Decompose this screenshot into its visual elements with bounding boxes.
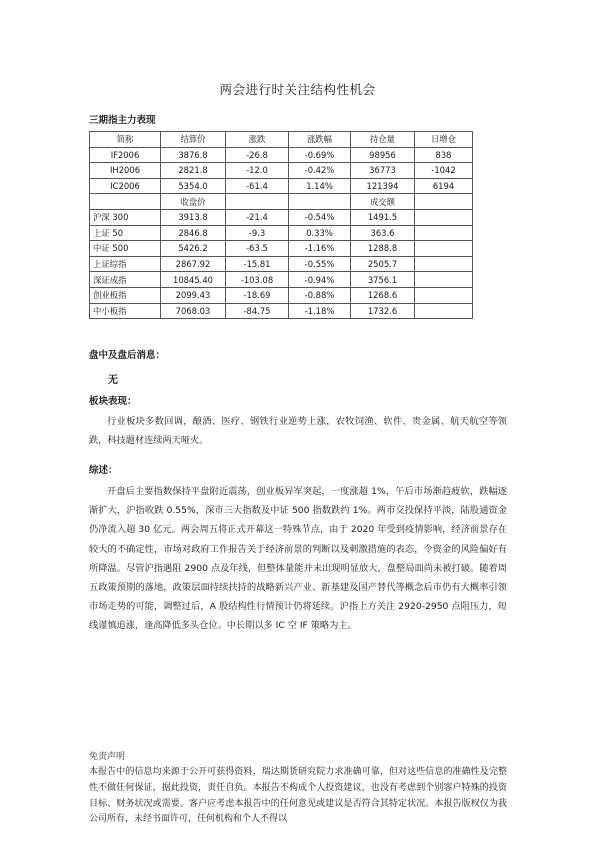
- table-cell: 3876.8: [161, 147, 226, 163]
- table-cell: -21.4: [226, 209, 289, 225]
- table-cell: -15.81: [226, 256, 289, 272]
- table-cell: [226, 194, 289, 210]
- table-cell: 121394: [351, 178, 415, 194]
- table-cell: -61.4: [226, 178, 289, 194]
- table-subheader-row: [90, 194, 473, 210]
- table-cell: 0.33%: [289, 225, 351, 241]
- table-cell: 涨跌幅: [289, 132, 351, 148]
- futures-index-table: [89, 131, 473, 319]
- disclaimer-paragraph: 本报告中的信息均来源于公开可获得资料，瑞达期货研究院力求准确可靠，但对这些信息的准确性及完整性不做任何保证，据此投资，责任自负。本报告不构成个人投资建议，也没有考虑到个别客户特殊的投资目标、财务状况或需要。客户应考虑本报告中的任何意见或建议是否符合其特定状况。本报告版权仅为我公司所有，未经书面许可，任何机构和个人不得以: [89, 767, 507, 825]
- table-cell: 10845.40: [161, 272, 226, 288]
- table-cell: -1.18%: [289, 303, 351, 319]
- table-cell: 1288.8: [351, 241, 415, 257]
- table-cell: 收盘价: [161, 194, 226, 210]
- table-cell: [289, 194, 351, 210]
- table-cell: -63.5: [226, 241, 289, 257]
- table-cell: 1491.5: [351, 209, 415, 225]
- page-title: 两会进行时关注结构性机会: [219, 82, 376, 97]
- table-cell: -0.42%: [289, 163, 351, 179]
- table-cell: 3913.8: [161, 209, 226, 225]
- table-cell: 2821.8: [161, 163, 226, 179]
- table-cell: 2505.7: [351, 256, 415, 272]
- table-cell: 2846.8: [161, 225, 226, 241]
- futures-row: [90, 147, 473, 163]
- table-cell: -0.94%: [289, 272, 351, 288]
- index-row: [90, 272, 473, 288]
- table-cell: 98956: [351, 147, 415, 163]
- table-cell: [415, 287, 473, 303]
- table-cell: 3756.1: [351, 272, 415, 288]
- table-cell: 日增仓: [415, 132, 473, 148]
- index-row: [90, 209, 473, 225]
- table-cell: 5354.0: [161, 178, 226, 194]
- sector-paragraph: 行业板块多数回调，酿酒、医疗、钢铁行业逆势上涨，农牧饲渔、软件、贵金属、航天航空等领跌，科技题材连续两天哑火。: [89, 416, 507, 447]
- table-cell: -0.54%: [289, 209, 351, 225]
- table-cell: -1042: [415, 163, 473, 179]
- section-heading-summary: 综述：: [89, 465, 118, 476]
- table-cell: [415, 209, 473, 225]
- index-row: [90, 256, 473, 272]
- futures-row: [90, 163, 473, 179]
- table-cell: 7068.03: [161, 303, 226, 319]
- table-cell: 5426.2: [161, 241, 226, 257]
- table-cell: 1268.6: [351, 287, 415, 303]
- futures-row: [90, 178, 473, 194]
- table-cell: -9.3: [226, 225, 289, 241]
- table-cell: 上证 50: [90, 225, 161, 241]
- table-cell: IH2006: [90, 163, 161, 179]
- table-cell: -84.75: [226, 303, 289, 319]
- section-heading-sectors: 板块表现：: [89, 396, 137, 407]
- table-cell: 2867.92: [161, 256, 226, 272]
- index-row: [90, 241, 473, 257]
- table-cell: 中证 500: [90, 241, 161, 257]
- table-cell: 涨跌: [226, 132, 289, 148]
- index-row: [90, 225, 473, 241]
- table-cell: [415, 272, 473, 288]
- index-row: [90, 303, 473, 319]
- table-cell: [90, 194, 161, 210]
- table-cell: 持仓量: [351, 132, 415, 148]
- table-cell: [415, 225, 473, 241]
- table-cell: 简称: [90, 132, 161, 148]
- disclaimer-heading: 免责声明: [89, 752, 126, 762]
- table-cell: [415, 303, 473, 319]
- table-cell: -0.88%: [289, 287, 351, 303]
- table-cell: 结算价: [161, 132, 226, 148]
- table-cell: IF2006: [90, 147, 161, 163]
- table-cell: -1.16%: [289, 241, 351, 257]
- table-cell: [415, 194, 473, 210]
- section-heading-news: 盘中及盘后消息：: [89, 350, 166, 361]
- table-cell: 2099.43: [161, 287, 226, 303]
- table-header-row: [90, 132, 473, 148]
- table-cell: IC2006: [90, 178, 161, 194]
- table-cell: 36773: [351, 163, 415, 179]
- table-cell: 1732.6: [351, 303, 415, 319]
- summary-paragraph: 开盘后主要指数保持平盘附近震荡，创业板异军突起，一度涨超 1%，午后市场渐趋疲软，跌幅逐渐扩大，沪指收跌 0.55%，深市三大指数及中证 500 指数跌约 1%。两市交投保持平淡，陆股通资金仍净流入超 30 亿元。两会周五将正式开幕这一特殊节点，由于 2020 年受到疫情影响，经济前景存在较大的不确定性，市场对政府工作报告关于经济前景的判断以及刺激措施的表态，令资金的风险偏好有所降温。尽管沪指遇阻 2900 点及年线，但整体量能并未出现明显放大，盘整局面尚未被打破。随着周五政策预期的落地，政策层面持续扶持的战略新兴产业、新基建及国产替代等概念后市仍有大概率引领市场走势的可能，调整过后，A 股结构性行情预计仍将延续。沪指上方关注 2920-2950 点阻压力，短线谨慎追涨，逢高降低多头仓位。中长期以多 IC 空 IF 策略为主。: [89, 486, 507, 632]
- table-cell: -0.69%: [289, 147, 351, 163]
- table-cell: [415, 256, 473, 272]
- index-row: [90, 287, 473, 303]
- news-none-text: 无: [108, 375, 118, 386]
- table-cell: 深证成指: [90, 272, 161, 288]
- table-cell: -103.08: [226, 272, 289, 288]
- table-cell: 创业板指: [90, 287, 161, 303]
- table-cell: 6194: [415, 178, 473, 194]
- table-cell: -26.8: [226, 147, 289, 163]
- table-cell: 中小板指: [90, 303, 161, 319]
- table-cell: -12.0: [226, 163, 289, 179]
- table-cell: 成交额: [351, 194, 415, 210]
- table-cell: 沪深 300: [90, 209, 161, 225]
- table-cell: 838: [415, 147, 473, 163]
- table-cell: 1.14%: [289, 178, 351, 194]
- section-heading-futures: 三期指主力表现: [89, 115, 156, 126]
- table-cell: -0.55%: [289, 256, 351, 272]
- table-cell: [415, 241, 473, 257]
- table-cell: -18.69: [226, 287, 289, 303]
- table-cell: 上证综指: [90, 256, 161, 272]
- table-cell: 363.6: [351, 225, 415, 241]
